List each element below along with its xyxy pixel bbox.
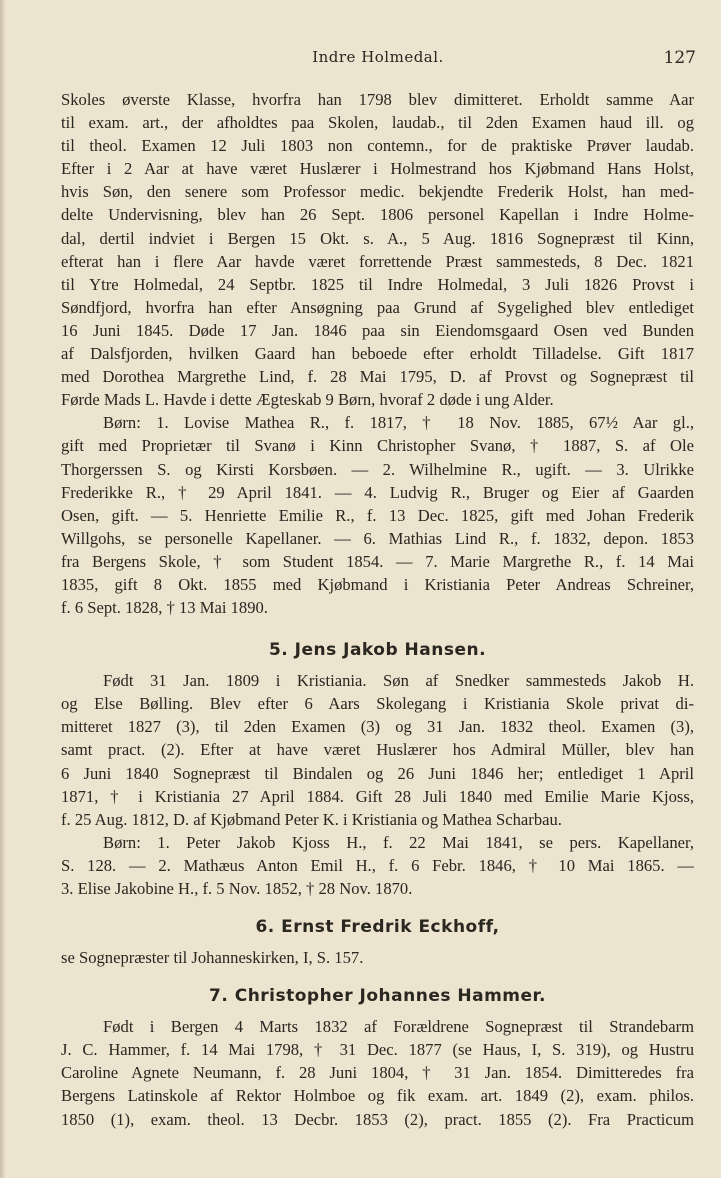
- text-line: Efter i 2 Aar at have været Huslærer i Holmestrand hos Kjøbmand Hans Holst,: [61, 159, 694, 179]
- text-line: hvis Søn, den senere som Professor medic. bekjendte Frederik Holst, han med-: [61, 182, 694, 202]
- text-line: delte Undervisning, blev han 26 Sept. 1806 personel Kapellan i Indre Holme-: [61, 205, 694, 225]
- text-line: til theol. Examen 12 Juli 1803 non contemn., for de praktiske Prøver laudab.: [61, 136, 694, 156]
- page-number: 127: [663, 48, 696, 68]
- text-line: med Dorothea Margrethe Lind, f. 28 Mai 1795, D. af Provst og Sognepræst til: [61, 367, 694, 387]
- section-heading-7: 7. Christopher Johannes Hammer.: [209, 986, 546, 1007]
- section-heading-6: 6. Ernst Fredrik Eckhoff,: [255, 917, 500, 938]
- children-line: Børn: 1. Lovise Mathea R., f. 1817, † 18 Nov. 1885, 67½ Aar gl.,: [103, 413, 694, 433]
- text-line: Skoles øverste Klasse, hvorfra han 1798 blev dimitteret. Erholdt samme Aar: [61, 90, 694, 109]
- section-heading-5: 5. Jens Jakob Hansen.: [268, 640, 487, 661]
- children-line: f. 6 Sept. 1828, † 13 Mai 1890.: [61, 598, 268, 618]
- text-line: se Sognepræster til Johanneskirken, I, S. 157.: [61, 948, 364, 968]
- text-line: efterat han i flere Aar havde været forrettende Præst sammesteds, 8 Dec. 1821: [61, 251, 694, 271]
- text-line: 16 Juni 1845. Døde 17 Jan. 1846 paa sin Eiendomsgaard Osen ved Bunden: [61, 320, 694, 340]
- running-head: [60, 48, 696, 72]
- children-line: S. 128. — 2. Mathæus Anton Emil H., f. 6 Febr. 1846, † 10 Mai 1865. —: [61, 855, 694, 875]
- text-line: Søndfjord, hvorfra han efter Ansøgning paa Grund af Sygelighed blev entlediget: [61, 297, 694, 317]
- text-line: af Dalsfjorden, hvilken Gaard han beboede efter erholdt Tilladelse. Gift 1817: [61, 344, 694, 364]
- text-line: 1871, † i Kristiania 27 April 1884. Gift 28 Juli 1840 med Emilie Marie Kjoss,: [61, 786, 694, 806]
- text-line: og Else Bølling. Blev efter 6 Aars Skolegang i Kristiania Skole privat di-: [61, 694, 694, 714]
- text-line: dal, dertil indviet i Bergen 15 Okt. s. A., 5 Aug. 1816 Sognepræst til Kinn,: [61, 228, 694, 248]
- text-line: 6 Juni 1840 Sognepræst til Bindalen og 26 Juni 1846 her; entlediget 1 April: [61, 763, 694, 783]
- children-line: Osen, gift. — 5. Henriette Emilie R., f. 13 Dec. 1825, gift med Johan Frederik: [61, 505, 694, 525]
- text-line: samt pract. (2). Efter at have været Huslærer hos Admiral Müller, blev han: [61, 740, 694, 760]
- page-binding-edge: [0, 0, 6, 1178]
- children-line: Frederikke R., † 29 April 1841. — 4. Ludvig R., Bruger og Eier af Gaarden: [61, 482, 694, 502]
- text-line: Født 31 Jan. 1809 i Kristiania. Søn af Snedker sammesteds Jakob H.: [103, 671, 694, 691]
- text-line: 1850 (1), exam. theol. 13 Decbr. 1853 (2), pract. 1855 (2). Fra Practicum: [61, 1109, 694, 1129]
- body-text: [61, 88, 694, 1131]
- children-line: Thorgerssen S. og Kirsti Korsbøen. — 2. Wilhelmine R., ugift. — 3. Ulrikke: [61, 459, 694, 479]
- text-line: Caroline Agnete Neumann, f. 28 Juni 1804, † 31 Jan. 1854. Dimitteredes fra: [61, 1063, 694, 1083]
- text-line: Født i Bergen 4 Marts 1832 af Forældrene Sognepræst til Strandebarm: [103, 1017, 694, 1037]
- text-line: mitteret 1827 (3), til 2den Examen (3) og 31 Jan. 1832 theol. Examen (3),: [61, 717, 694, 737]
- text-line: til exam. art., der afholdtes paa Skolen, laudab., til 2den Examen haud ill. og: [61, 113, 694, 133]
- text-line: til Ytre Holmedal, 24 Septbr. 1825 til Indre Holmedal, 3 Juli 1826 Provst i: [61, 274, 694, 294]
- children-line: 1835, gift 8 Okt. 1855 med Kjøbmand i Kristiania Peter Andreas Schreiner,: [61, 574, 694, 594]
- text-line: J. C. Hammer, f. 14 Mai 1798, † 31 Dec. 1877 (se Haus, I, S. 319), og Hustru: [61, 1040, 694, 1060]
- children-line: Børn: 1. Peter Jakob Kjoss H., f. 22 Mai 1841, se pers. Kapellaner,: [103, 832, 694, 852]
- children-line: Willgohs, se personelle Kapellaner. — 6. Mathias Lind R., f. 1832, depon. 1853: [61, 528, 694, 548]
- running-title: Indre Holmedal.: [312, 48, 444, 66]
- children-line: 3. Elise Jakobine H., f. 5 Nov. 1852, † 28 Nov. 1870.: [61, 879, 413, 898]
- text-line: Bergens Latinskole af Rektor Holmboe og fik exam. art. 1849 (2), exam. philos.: [61, 1086, 694, 1106]
- text-line: f. 25 Aug. 1812, D. af Kjøbmand Peter K. i Kristiania og Mathea Scharbau.: [61, 809, 562, 829]
- text-line: Førde Mads L. Havde i dette Ægteskab 9 Børn, hvoraf 2 døde i ung Alder.: [61, 390, 554, 410]
- children-line: fra Bergens Skole, † som Student 1854. — 7. Marie Margrethe R., f. 14 Mai: [61, 551, 694, 571]
- children-line: gift med Proprietær til Svanø i Kinn Christopher Svanø, † 1887, S. af Ole: [61, 436, 694, 456]
